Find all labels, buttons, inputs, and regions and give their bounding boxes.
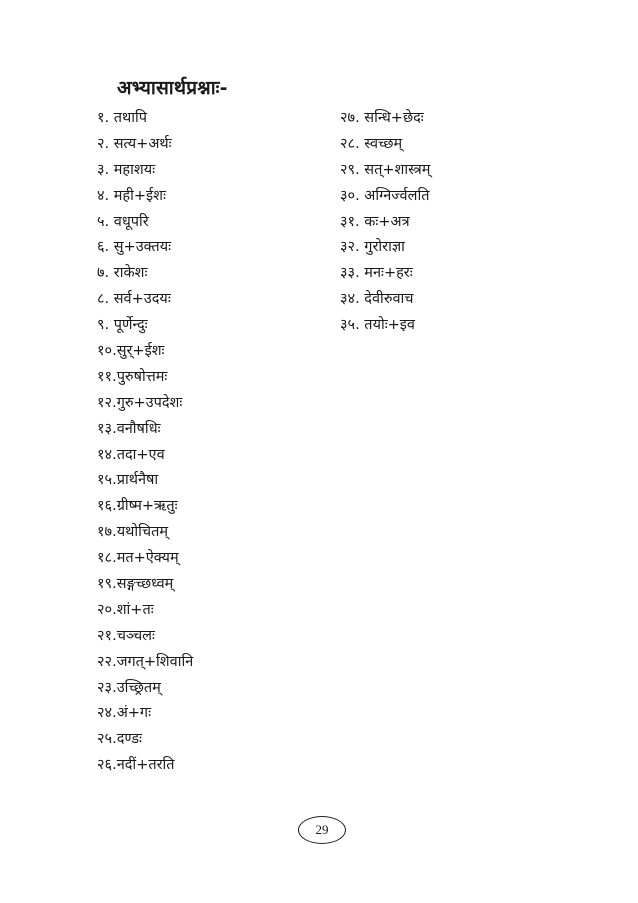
list-item: ३३. मनः+हरः — [340, 265, 413, 282]
list-item: २०.शां+तः — [97, 601, 154, 618]
page-number: 29 — [298, 816, 346, 844]
exercise-list-right — [340, 106, 430, 339]
list-item: ३५. तयोः+इव — [340, 317, 415, 334]
list-item: २२.जगत्+शिवानि — [97, 653, 194, 670]
list-item: ५. वधूपरि — [97, 213, 149, 230]
list-item: ३१. कः+अत्र — [340, 213, 410, 230]
list-item: ११.पुरुषोत्तमः — [97, 368, 168, 385]
list-item: २. सत्य+अर्थः — [97, 135, 172, 152]
list-item: ३२. गुरोराज्ञा — [340, 239, 405, 256]
list-item: २३.उच्छ्रितम् — [97, 679, 161, 696]
list-item: २७. सन्धि+छेदः — [340, 110, 424, 126]
list-item: १५.प्रार्थनैषा — [97, 472, 159, 489]
list-item: ६. सु+उक्तयः — [97, 239, 172, 256]
list-item: २६.नदीं+तरति — [97, 757, 175, 774]
list-item: १८.मत+ऐक्यम् — [97, 550, 179, 567]
exercise-list-left — [97, 106, 193, 779]
list-item: ९. पूर्णेन्दुः — [97, 317, 148, 334]
list-item: २५.दण्डः — [97, 731, 142, 748]
list-item: १. तथापि — [97, 110, 148, 126]
list-item: १७.यथोचितम् — [97, 524, 169, 541]
list-item: १०.सुर्+ईशः — [97, 343, 165, 360]
list-item: ७. राकेशः — [97, 265, 148, 282]
list-item: १३.वनौषधिः — [97, 420, 161, 437]
list-item: २१.चञ्चलः — [97, 627, 155, 644]
list-item: १९.सङ्गच्छध्वम् — [97, 576, 174, 593]
list-item: २८. स्वच्छम् — [340, 135, 403, 152]
list-item: ३. महाशयः — [97, 161, 156, 178]
list-item: ८. सर्व+उदयः — [97, 291, 171, 308]
list-item: १४.तदा+एव — [97, 446, 165, 463]
list-item: ३०. अग्निर्ज्वलति — [340, 187, 430, 204]
list-item: ४. मही+ईशः — [97, 187, 166, 204]
exercise-heading: अभ्यासार्थप्रश्नाः- — [117, 77, 228, 99]
list-item: १६.ग्रीष्म+ऋतुः — [97, 498, 178, 515]
list-item: १२.गुरु+उपदेशः — [97, 394, 183, 411]
list-item: २९. सत्+शास्त्रम् — [340, 161, 431, 178]
list-item: २४.अं+गः — [97, 705, 152, 722]
list-item: ३४. देवीरुवाच — [340, 291, 414, 308]
